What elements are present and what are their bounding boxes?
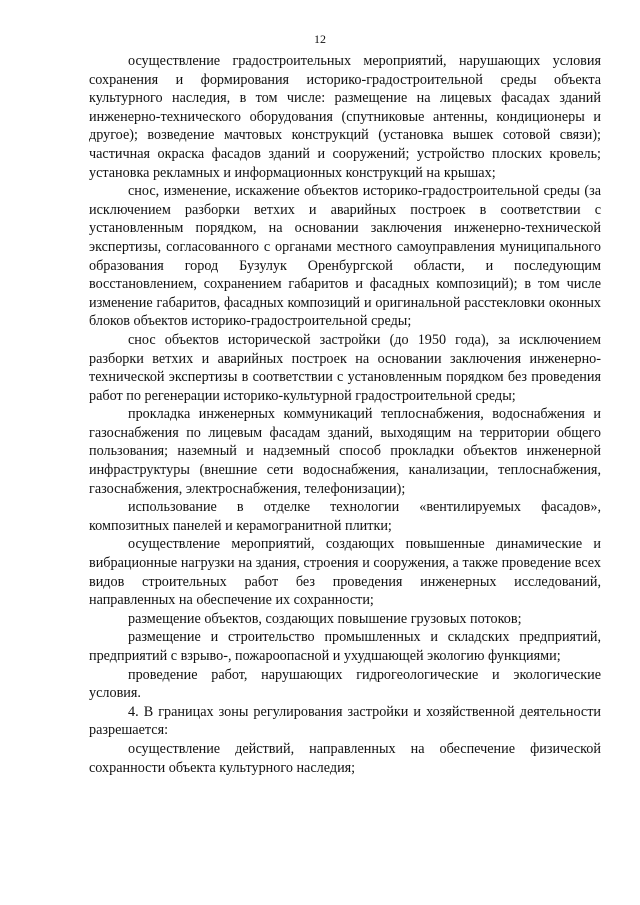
paragraph: использование в отделке технологии «вентилируемых фасадов», композитных панелей и керамогранитной плитки; (89, 499, 601, 534)
paragraph: осуществление действий, направленных на обеспечение физической сохранности объекта культурного наследия; (89, 740, 601, 776)
paragraph: проведение работ, нарушающих гидрогеологические и экологические условия. (89, 666, 601, 702)
paragraph: снос, изменение, искажение объектов историко-градостроительной среды (за исключением разборки ветхих и аварийных построек в соответствии с установленным порядком, на основании заключения инженерно-технической экспертизы, согласованного с органами местного самоуправления муниципального образования город Бузулук Оренбургской области, и последующим восстановлением, сохранением габаритов и фасадных композиций); в том числе изменение габаритов, фасадных композиций и оригинальной расстекловки оконных блоков объектов историко-градостроительной среды; (89, 183, 601, 330)
paragraph: снос объектов исторической застройки (до 1950 года), за исключением разборки ветхих и аварийных построек на основании заключения инженерно-технической экспертизы в соответствии с установленным порядком без проведения работ по регенерации историко-культурной градостроительной среды; (89, 331, 601, 404)
paragraph: размещение объектов, создающих повышение грузовых потоков; (128, 610, 522, 627)
paragraph: осуществление градостроительных мероприятий, нарушающих условия сохранения и формирования историко-градостроительной среды объекта культурного наследия, в том числе: размещение на лицевых фасадах зданий инженерно-технического оборудования (спутниковые антенны, кондиционеры и другое); возведение мачтовых конструкций (установка вышек сотовой связи); частичная окраска фасадов зданий и сооружений; устройство плоских кровель; установка рекламных и информационных конструкций на крышах; (89, 53, 601, 181)
paragraph: размещение и строительство промышленных и складских предприятий, предприятий с взрыво-, пожароопасной и ухудшающей экологию функциями; (89, 629, 601, 664)
page-number: 12 (314, 32, 326, 46)
paragraph: осуществление мероприятий, создающих повышенные динамические и вибрационные нагрузки на здания, строения и сооружения, а также проведение всех видов строительных работ без проведения инженерных исследований, направленных на обеспечение их сохранности; (89, 536, 601, 609)
paragraph: 4. В границах зоны регулирования застройки и хозяйственной деятельности разрешается: (89, 703, 601, 739)
paragraph: прокладка инженерных коммуникаций теплоснабжения, водоснабжения и газоснабжения по лицевым фасадам зданий, выходящим на территории общего пользования; наземный и надземный способ прокладки объектов инженерной инфраструктуры (внешние сети водоснабжения, канализации, теплоснабжения, газоснабжения, электроснабжения, телефонизации); (89, 406, 601, 497)
document-body (89, 52, 601, 777)
